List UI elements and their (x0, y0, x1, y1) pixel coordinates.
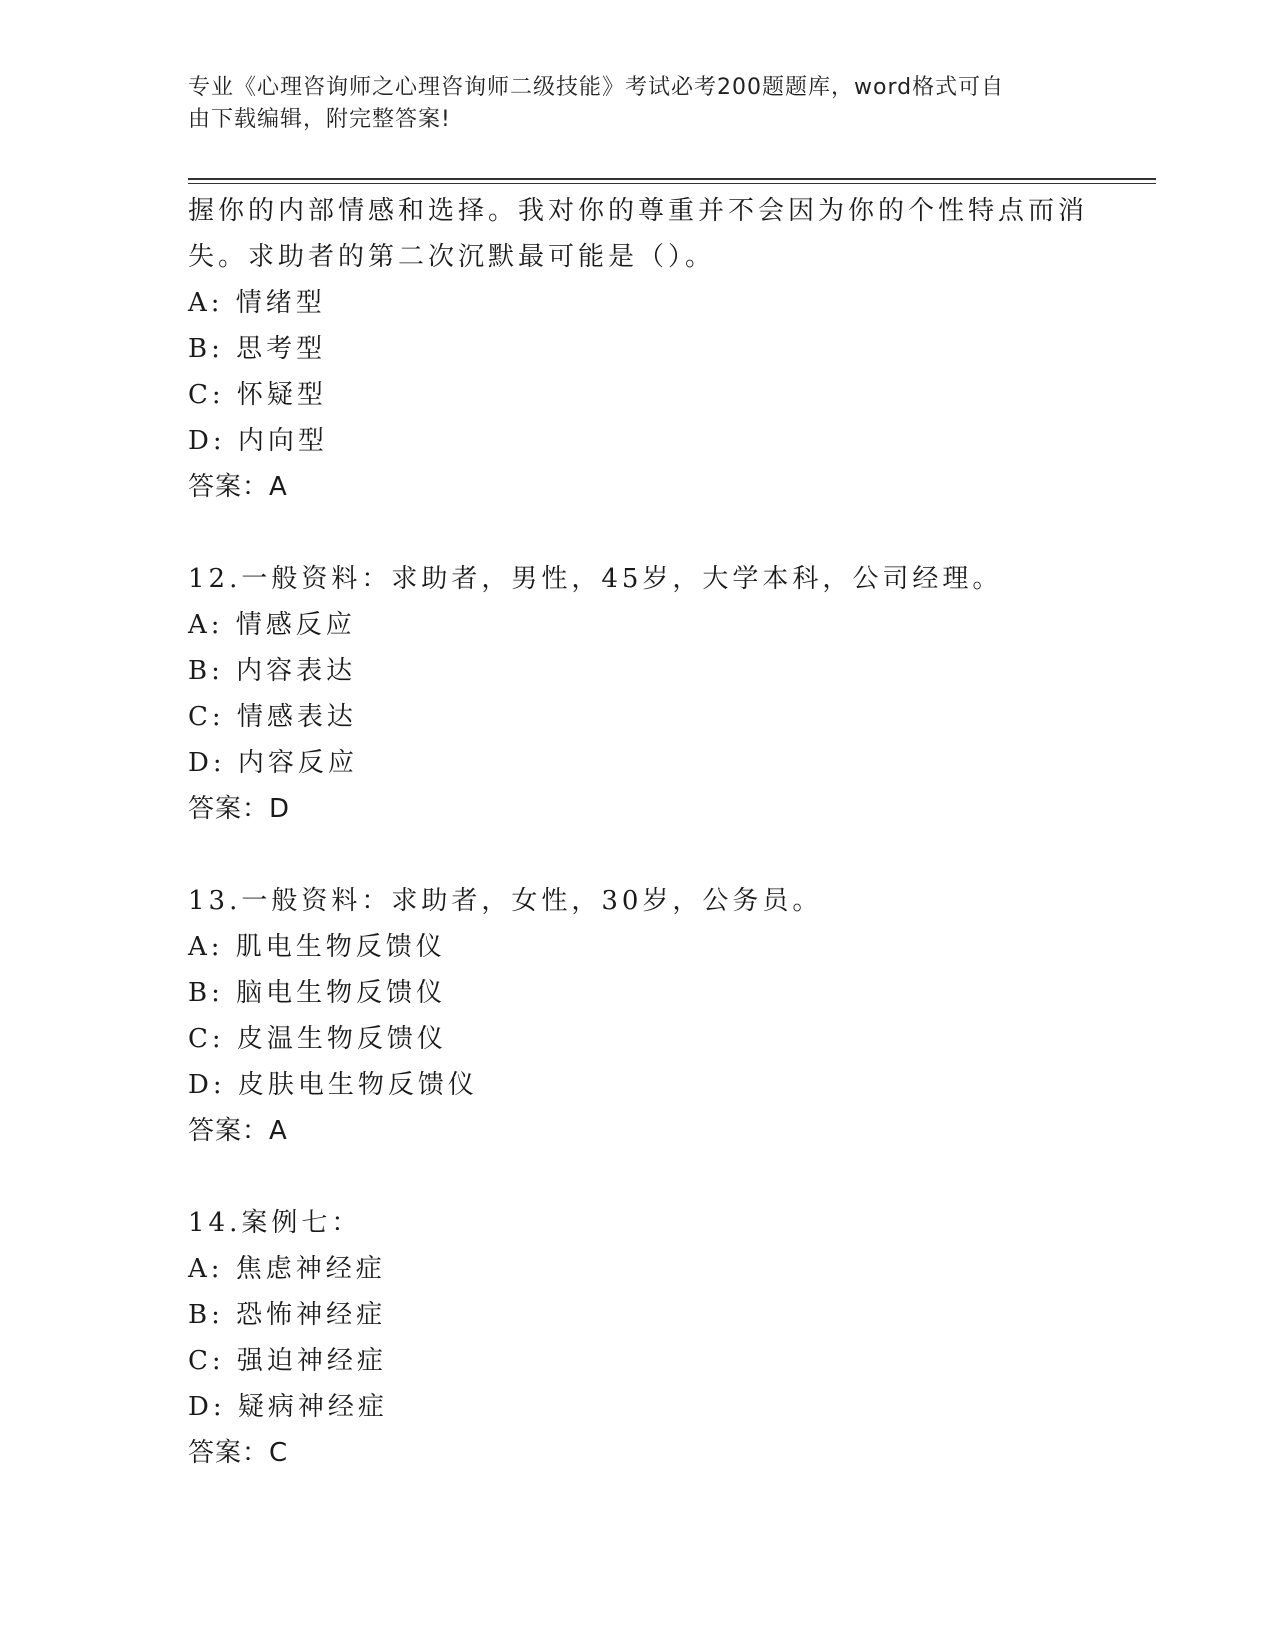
question-11 (188, 188, 1088, 510)
option-a: A: 情绪型 (188, 288, 326, 318)
option-d: D: 内容反应 (188, 748, 358, 778)
option-c: C: 怀疑型 (188, 380, 327, 410)
spacer (188, 832, 1088, 878)
option-d: D: 皮肤电生物反馈仪 (188, 1070, 478, 1100)
option-c: C: 皮温生物反馈仪 (188, 1024, 447, 1054)
option-b: B: 恐怖神经症 (188, 1300, 387, 1330)
option-b: B: 脑电生物反馈仪 (188, 978, 447, 1008)
option-a: A: 肌电生物反馈仪 (188, 932, 446, 962)
question-text-line: 握你的内部情感和选择。我对你的尊重并不会因为你的个性特点而消 (188, 196, 1089, 226)
option-c: C: 强迫神经症 (188, 1346, 387, 1376)
option-d: D: 疑病神经症 (188, 1392, 388, 1422)
option-c: C: 情感表达 (188, 702, 357, 732)
option-a: A: 情感反应 (188, 610, 356, 640)
option-d: D: 内向型 (188, 426, 328, 456)
answer-line: 答案：A (188, 472, 288, 502)
answer-line: 答案：D (188, 794, 291, 824)
header-divider-thin (188, 183, 1156, 184)
question-13 (188, 878, 1088, 1154)
question-stem: 14.案例七： (188, 1208, 362, 1238)
option-b: B: 内容表达 (188, 656, 357, 686)
option-a: A: 焦虑神经症 (188, 1254, 386, 1284)
question-stem: 13.一般资料：求助者，女性，30岁，公务员。 (188, 886, 823, 916)
spacer (188, 1154, 1088, 1200)
document-header (188, 72, 1068, 136)
question-12 (188, 556, 1088, 832)
answer-line: 答案：C (188, 1438, 289, 1468)
document-body (188, 188, 1088, 1476)
spacer (188, 510, 1088, 556)
header-divider-thick (188, 178, 1156, 180)
header-line-2: 由下载编辑，附完整答案! (188, 107, 451, 132)
option-b: B: 思考型 (188, 334, 327, 364)
header-line-1: 专业《心理咨询师之心理咨询师二级技能》考试必考200题题库，word格式可自 (188, 75, 1005, 100)
question-14 (188, 1200, 1088, 1476)
question-text-line: 失。求助者的第二次沉默最可能是（）。 (188, 242, 716, 272)
question-stem: 12.一般资料：求助者，男性，45岁，大学本科，公司经理。 (188, 564, 1003, 594)
answer-line: 答案：A (188, 1116, 288, 1146)
